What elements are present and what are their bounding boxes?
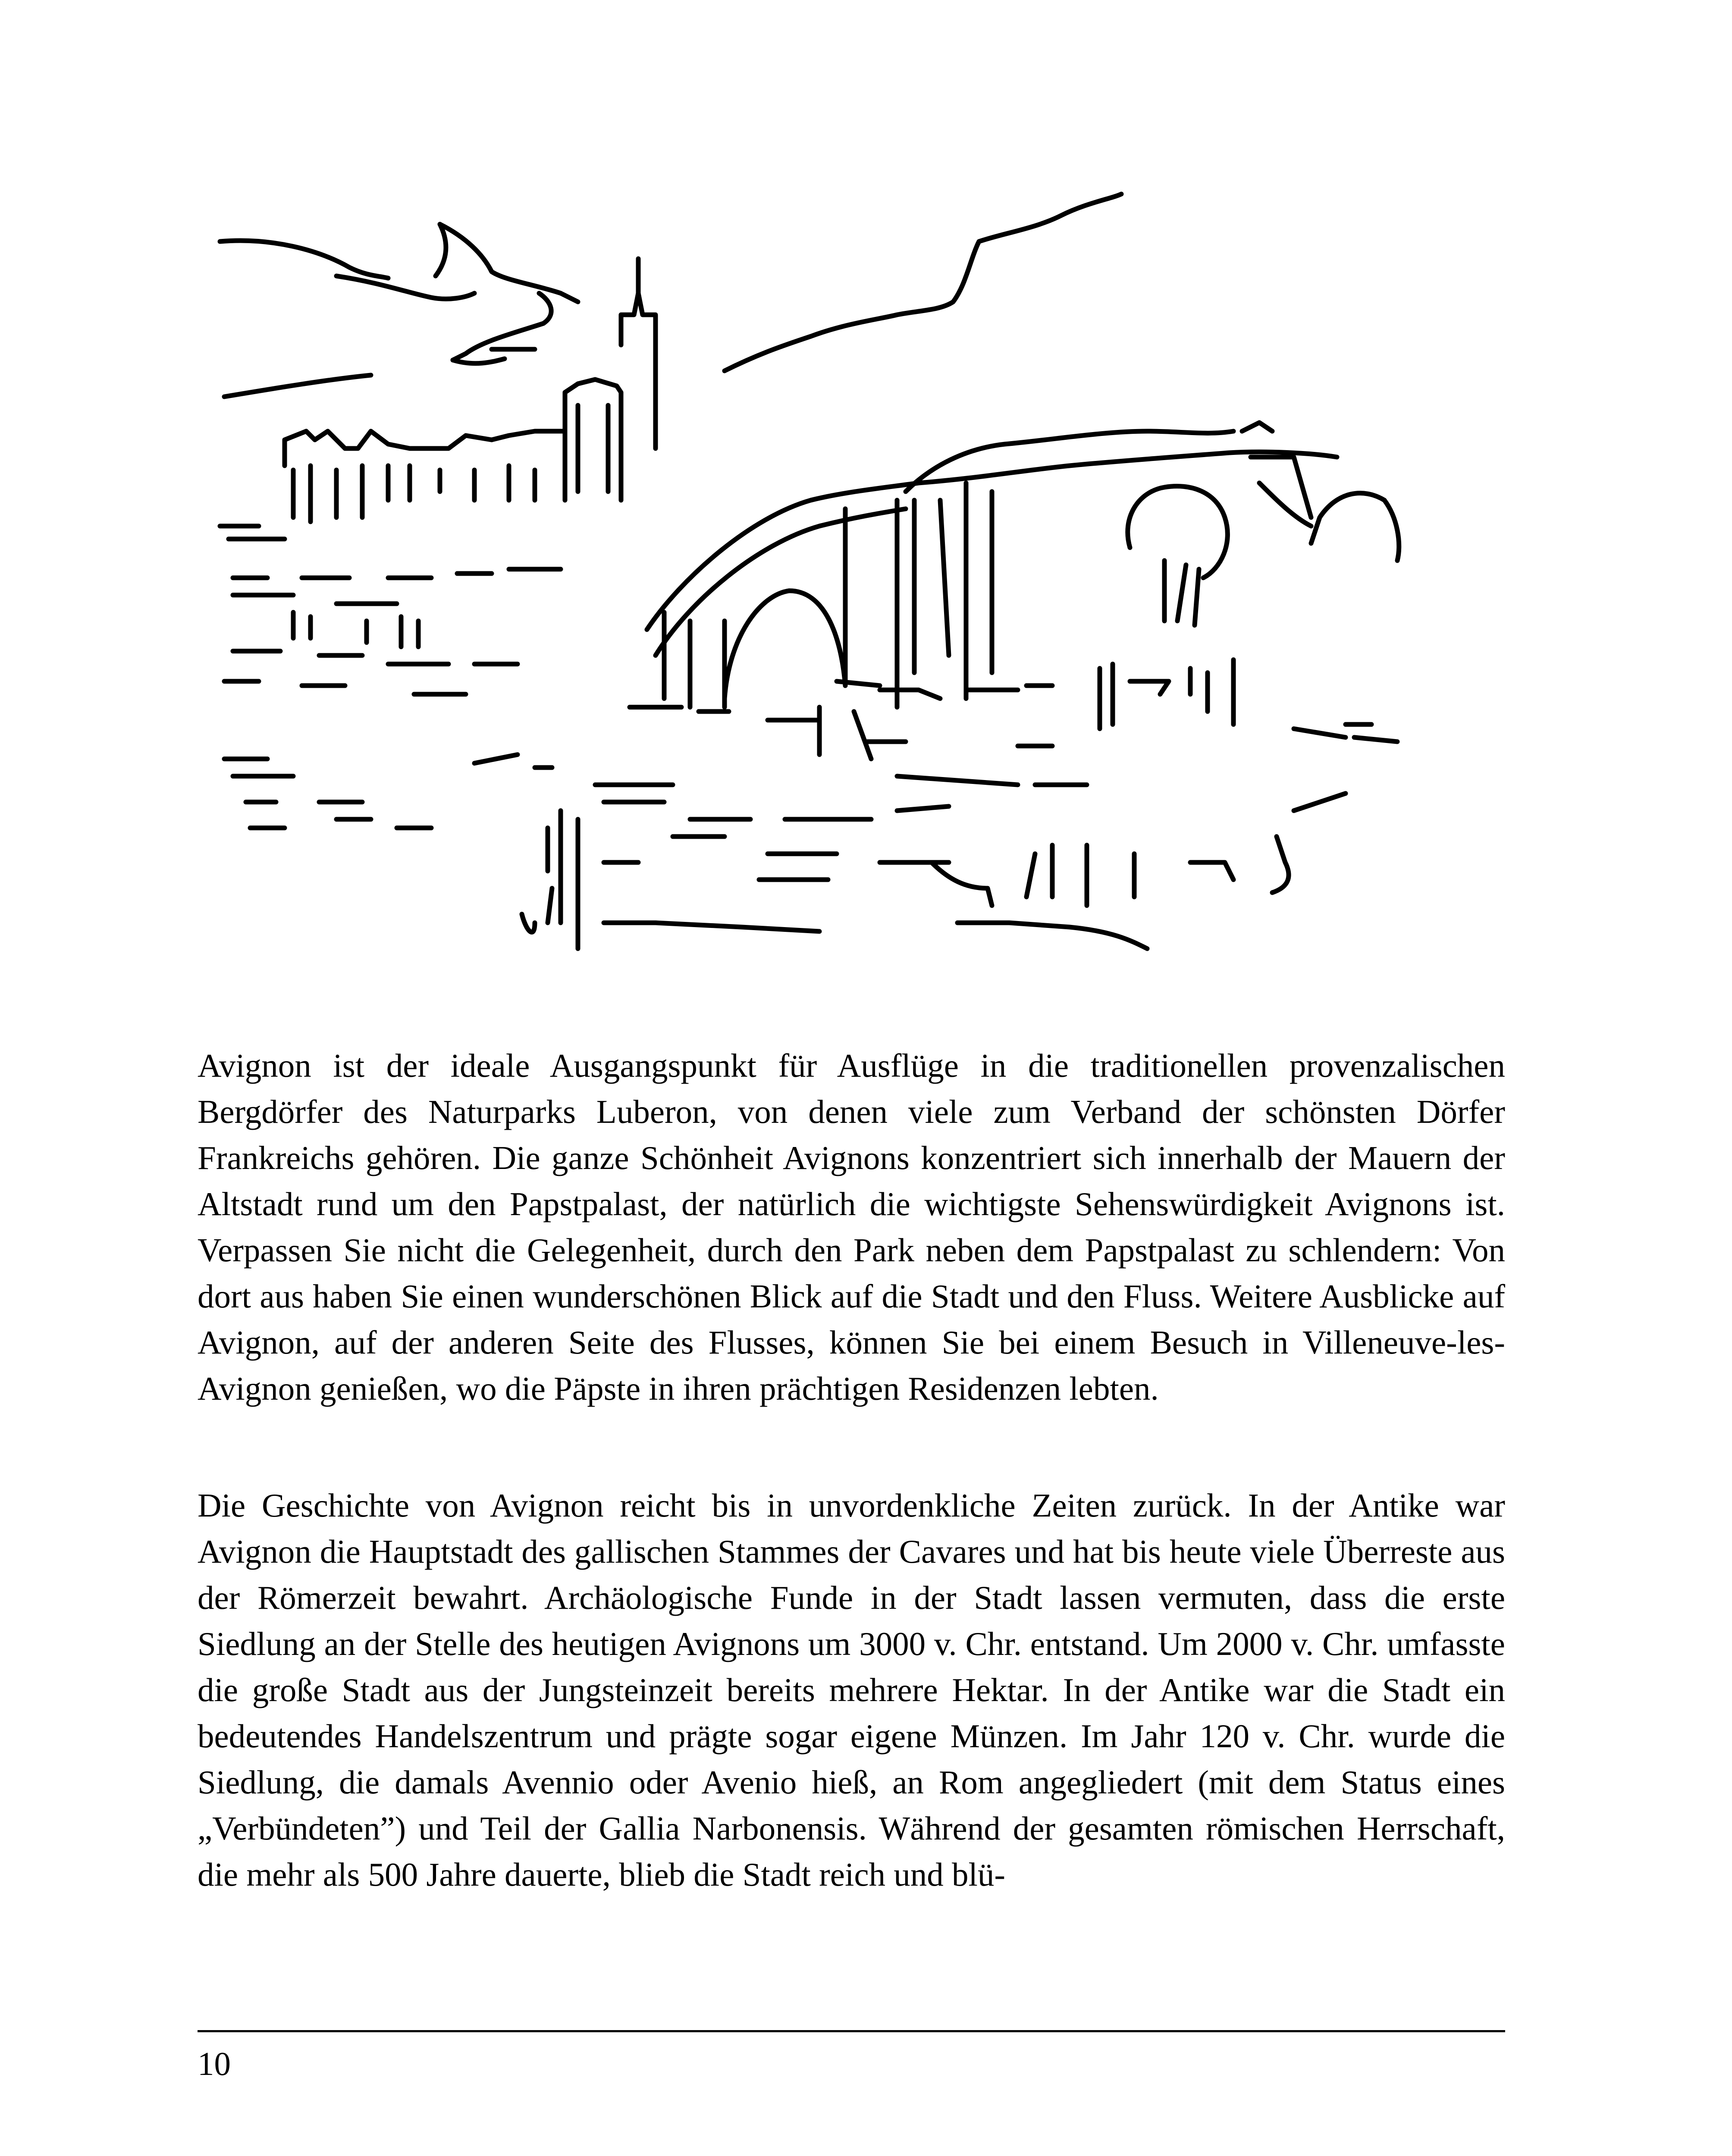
- body-paragraph-1: [198, 1043, 1505, 1412]
- paragraph-text: Die Geschichte von Avignon reicht bis in unvordenkliche Zeiten zurück. In der Antike war Avignon die Hauptstadt des gallischen Stammes der Cavares und hat bis heute viele Überreste aus der Römerzeit bewahrt. Archäologische Funde in der Stadt lassen vermuten, dass die erste Siedlung an der Stelle des heutigen Avignons um 3000 v. Chr. entstand. Um 2000 v. Chr. umfasste die große Stadt aus der Jungsteinzeit bereits mehrere Hektar. In der Antike war die Stadt ein bedeutendes Handelszentrum und prägte sogar eigene Münzen. Im Jahr 120 v. Chr. wurde die Siedlung, die damals Avennio oder Avenio hieß, an Rom angegliedert (mit dem Status eines „Verbündeten”) und Teil der Gallia Narbonensis. Während der gesamten römischen Herrschaft, die mehr als 500 Jahre dauerte, blieb die Stadt reich und blü-: [198, 1487, 1505, 1893]
- paragraph-text: Avignon ist der ideale Ausgangspunkt für Ausflüge in die traditionellen provenzalischen Bergdörfer des Naturparks Luberon, von denen viele zum Verband der schönsten Dörfer Frankreichs gehören. Die ganze Schönheit Avignons konzentriert sich innerhalb der Mauern der Altstadt rund um den Papstpalast, der natürlich die wichtigste Sehenswürdigkeit Avignons ist. Verpassen Sie nicht die Gelegenheit, durch den Park neben dem Papstpalast zu schlendern: Von dort aus haben Sie einen wunderschönen Blick auf die Stadt und den Fluss. Weitere Ausblicke auf Avignon, auf der anderen Seite des Flusses, können Sie bei einem Besuch in Villeneuve-les-Avignon genießen, wo die Päpste in ihren prächtigen Residenzen lebten.: [198, 1047, 1505, 1407]
- sketch-drawing: [207, 190, 1501, 1035]
- avignon-sketch-illustration: [207, 190, 1501, 1035]
- page-number: 10: [198, 2045, 231, 2082]
- footer-divider: [198, 2030, 1505, 2032]
- body-paragraph-2: [198, 1482, 1505, 1898]
